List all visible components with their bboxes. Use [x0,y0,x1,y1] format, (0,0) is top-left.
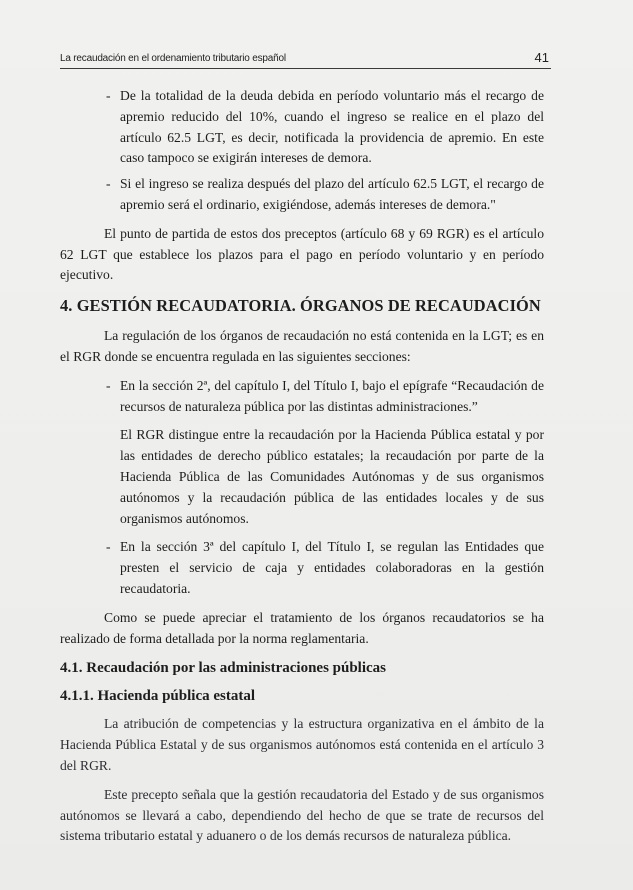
list-item [60,376,544,418]
paragraph: La atribución de competencias y la estructura organizativa en el ámbito de la Hacienda Pública Estatal y de sus organismos autónomos está contenida en el artículo 3 del RGR. [60,716,544,773]
paragraph: El punto de partida de estos dos preceptos (artículo 68 y 69 RGR) es el artículo 62 LGT que establece los plazos para el pago en período voluntario y en período ejecutivo. [60,225,544,283]
list-dash: - [106,88,111,103]
list-dash: - [106,176,111,192]
list-sub-paragraph: El RGR distingue entre la recaudación por la Hacienda Pública estatal y por las entidades de derecho público estatales; la recaudación por parte de la Hacienda Pública de las Comunidades Autónomas y de sus organismos autónomos y la recaudación pública de las entidades locales y de sus organismos autónomos. [120,427,544,526]
paragraph: Este precepto señala que la gestión recaudatoria del Estado y de sus organismos autónomos se llevará a cabo, dependiendo del hecho de que se trate de recursos del sistema tributario estatal y aduanero o de los demás recursos de naturaleza pública. [60,786,544,844]
subsection-heading: 4.1. Recaudación por las administraciones públicas [60,660,387,677]
subsubsection-heading: 4.1.1. Hacienda pública estatal [60,688,256,705]
list-item-text: De la totalidad de la deuda debida en período voluntario más el recargo de apremio reducido del 10%, cuando el ingreso se realice en el plazo del artículo 62.5 LGT, es decir, notificada la providencia de apremio. En este caso tampoco se exigirán intereses de demora. [120,88,544,166]
list-item [60,174,544,216]
section-heading: 4. GESTIÓN RECAUDATORIA. ÓRGANOS DE RECAUDACIÓN [60,296,541,316]
running-header [60,46,551,69]
page-body [60,86,544,847]
list-item-text: En la sección 3ª del capítulo I, del Título I, se regulan las Entidades que presten el servicio de caja y entidades colaboradoras en la gestión recaudatoria. [120,539,544,596]
paragraph: Como se puede apreciar el tratamiento de los órganos recaudatorios se ha realizado de forma detallada por la norma reglamentaria. [60,609,544,646]
running-title: La recaudación en el ordenamiento tributario español [60,53,286,64]
page-number: 41 [534,50,549,65]
list-item [60,86,544,169]
list-item-text: En la sección 2ª, del capítulo I, del Título I, bajo el epígrafe “Recaudación de recursos de naturaleza pública por las distintas administraciones.” [120,377,544,414]
list-dash: - [106,377,111,393]
list-item-text: Si el ingreso se realiza después del plazo del artículo 62.5 LGT, el recargo de apremio será el ordinario, exigiéndose, además intereses de demora." [120,176,544,212]
list-item [60,537,544,599]
paragraph: La regulación de los órganos de recaudación no está contenida en la LGT; es en el RGR donde se encuentra regulada en las siguientes secciones: [60,328,544,364]
list-dash: - [106,539,111,555]
